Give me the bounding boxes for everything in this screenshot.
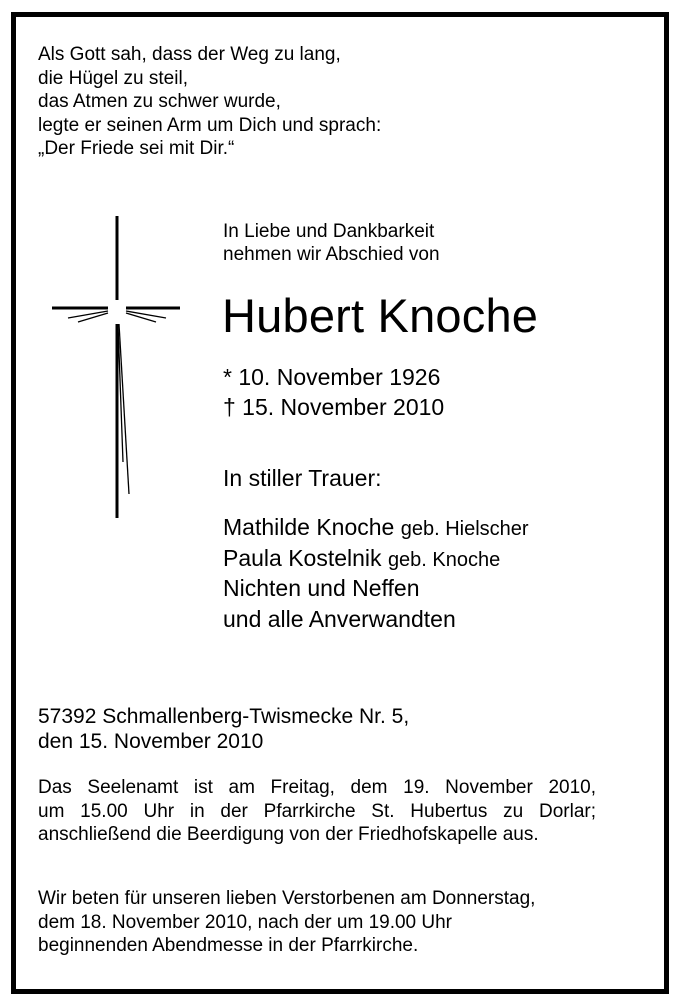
poem-line: das Atmen zu schwer wurde,: [38, 91, 281, 112]
mourner-note: geb. Knoche: [387, 548, 501, 571]
poem: [38, 43, 381, 161]
mourner-name: Nichten und Neffen: [223, 575, 420, 601]
mourner-name: Paula Kostelnik: [223, 544, 382, 571]
poem-line: Als Gott sah, dass der Weg zu lang,: [38, 44, 341, 65]
address-block: [38, 704, 409, 754]
prayer-line: Wir beten für unseren lieben Verstorbenen am Donnerstag,: [38, 888, 536, 909]
life-dates: [223, 362, 444, 422]
mourning-label: In stiller Trauer:: [223, 465, 382, 491]
death-date: † 15. November 2010: [223, 394, 445, 420]
poem-line: legte er seinen Arm um Dich und sprach:: [38, 114, 382, 136]
intro-line: nehmen wir Abschied von: [223, 244, 440, 265]
mourner: [223, 573, 529, 604]
prayer-notice: [38, 887, 596, 958]
service-line: Das Seelenamt ist am Freitag, dem 19. November 2010,: [38, 777, 596, 798]
birth-date: * 10. November 1926: [223, 364, 441, 390]
mourner-note: geb. Hielscher: [400, 518, 529, 540]
service-line: um 15.00 Uhr in der Pfarrkirche St. Hubertus zu Dorlar;: [38, 800, 596, 822]
mourner: [223, 543, 529, 574]
address-date: den 15. November 2010: [38, 730, 264, 753]
prayer-line: beginnenden Abendmesse in der Pfarrkirche.: [38, 935, 419, 956]
mourner-name: Mathilde Knoche: [223, 514, 395, 540]
mourner: [223, 512, 529, 543]
mourner: [223, 604, 529, 635]
address-line: 57392 Schmallenberg-Twismecke Nr. 5,: [38, 705, 410, 728]
poem-line: die Hügel zu steil,: [38, 67, 188, 89]
service-line: anschließend die Beerdigung von der Friedhofskapelle aus.: [38, 824, 539, 845]
farewell-intro: [223, 220, 440, 266]
poem-line: „Der Friede sei mit Dir.“: [38, 138, 235, 159]
deceased-name: Hubert Knoche: [222, 289, 539, 342]
prayer-line: dem 18. November 2010, nach der um 19.00 Uhr: [38, 911, 453, 933]
mourner-name: und alle Anverwandten: [223, 605, 456, 632]
service-notice: [38, 776, 596, 847]
intro-line: In Liebe und Dankbarkeit: [223, 221, 435, 242]
cross-icon: [50, 212, 182, 522]
mourners-list: [223, 512, 529, 634]
